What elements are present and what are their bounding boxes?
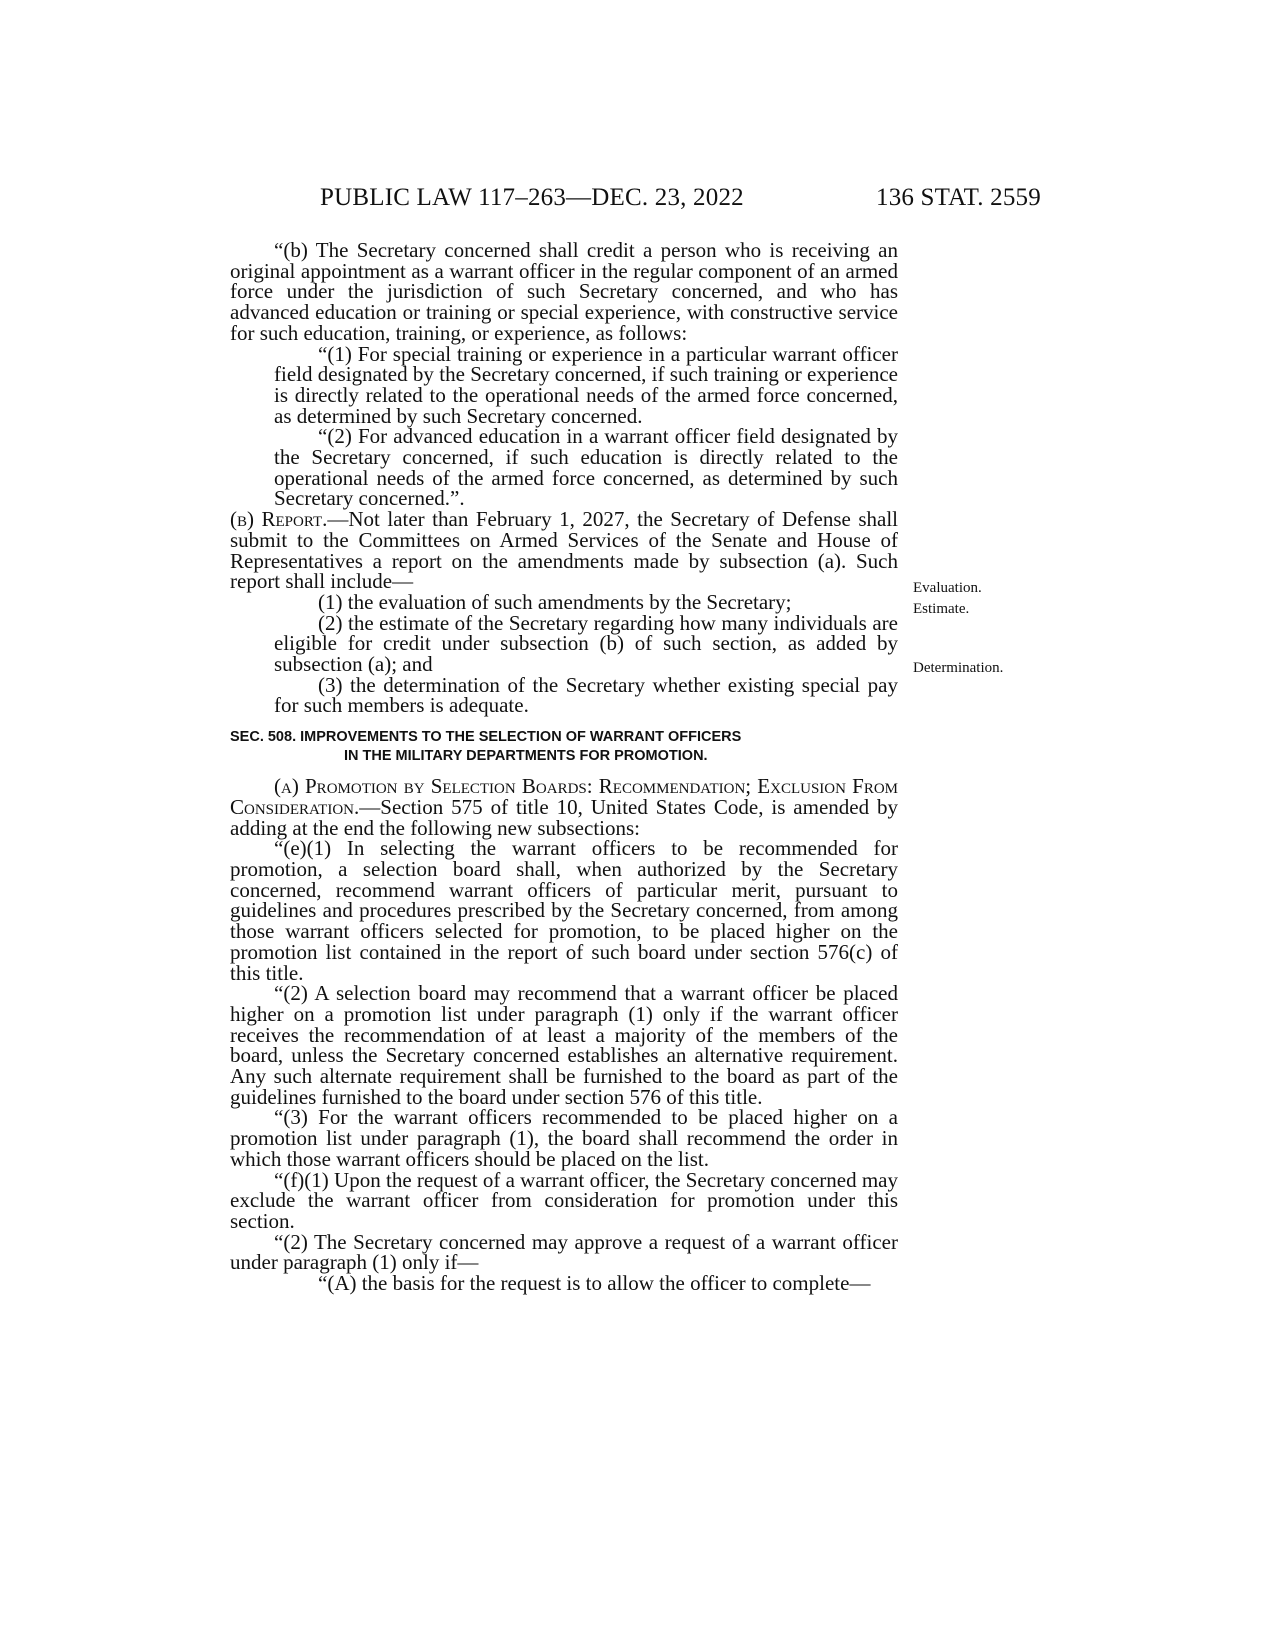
section-heading-line-1: SEC. 508. IMPROVEMENTS TO THE SELECTION OF WARRANT OFFICERS	[230, 729, 742, 746]
margin-note-estimate: Estimate.	[913, 601, 970, 617]
paragraph-f2: “(2) The Secretary concerned may approve a request of a warrant officer under paragraph (1) only if—	[230, 1229, 898, 1275]
paragraph-f2-a: “(A) the basis for the request is to allow the officer to complete—	[318, 1271, 871, 1296]
report-item-1: (1) the evaluation of such amendments by the Secretary;	[318, 589, 792, 614]
paragraph-e3: “(3) For the warrant officers recommended to be placed higher on a promotion list under paragraph (1), the board shall recommend the order in which those warrant officers should be placed on the list.	[230, 1105, 898, 1171]
margin-note-evaluation: Evaluation.	[913, 580, 982, 596]
paragraph-e1: “(e)(1) In selecting the warrant officers to be recommended for promotion, a selection board shall, when authorized by the Secretary concerned, recommend warrant officers of particular merit, pursuant to guidelines and procedures prescribed by the Secretary concerned, from among those warrant officers selected for promotion, to be placed higher on the promotion list contained in the report of such board under section 576(c) of this title.	[230, 836, 898, 985]
running-header-title: PUBLIC LAW 117–263—DEC. 23, 2022	[320, 184, 744, 211]
report-item-2: (2) the estimate of the Secretary regarding how many individuals are eligible for credit under subsection (b) of such section, as added by subsection (a); and	[274, 610, 898, 677]
paragraph-f1: “(f)(1) Upon the request of a warrant officer, the Secretary concerned may exclude the warrant officer from consideration for promotion under this section.	[230, 1167, 898, 1233]
body-text	[230, 240, 898, 1294]
report-item-3: (3) the determination of the Secretary whether existing special pay for such members is adequate.	[274, 672, 898, 718]
paragraph-2-advanced-education: “(2) For advanced education in a warrant officer field designated by the Secretary concerned, if such education is directly related to the operational needs of the armed force concerned, as determined by such Secretary concerned.”.	[274, 424, 898, 511]
paragraph-b-credit: “(b) The Secretary concerned shall credit a person who is receiving an original appointment as a warrant officer in the regular component of an armed force under the jurisdiction of such Secretary concerned, and who has advanced education or training or special experience, with constructive service for such education, training, or experience, as follows:	[230, 238, 898, 345]
promotion-text: —Section 575 of title 10, United States Code, is amended by adding at the end the following new subsections:	[230, 794, 898, 840]
paragraph-b-report	[230, 509, 898, 592]
section-heading-line-2: IN THE MILITARY DEPARTMENTS FOR PROMOTION.	[344, 748, 708, 765]
report-heading: (b) Report.	[230, 507, 328, 532]
margin-note-determination: Determination.	[913, 660, 1004, 676]
page-number: 136 STAT. 2559	[876, 184, 1041, 211]
paragraph-e2: “(2) A selection board may recommend that a warrant officer be placed higher on a promotion list under paragraph (1) only if the warrant officer receives the recommendation of at least a majority of the members of the board, unless the Secretary concerned establishes an alternative requirement. Any such alternate requirement shall be furnished to the board as part of the guidelines furnished to the board under section 576 of this title.	[230, 981, 898, 1109]
section-heading	[230, 728, 898, 766]
paragraph-1-special-training: “(1) For special training or experience in a particular warrant officer field designated by the Secretary concerned, if such training or experience is directly related to the operational needs of the armed force concerned, as determined by such Secretary concerned.	[274, 341, 898, 428]
report-text: —Not later than February 1, 2027, the Secretary of Defense shall submit to the Committees on Armed Services of the Senate and House of Representatives a report on the amendments made by subsection (a). Such report shall include—	[230, 507, 898, 594]
promotion-heading: (a) Promotion by Selection Boards: Recommendation; Exclusion From Consideration.	[230, 774, 898, 819]
paragraph-a-promotion	[230, 776, 898, 838]
